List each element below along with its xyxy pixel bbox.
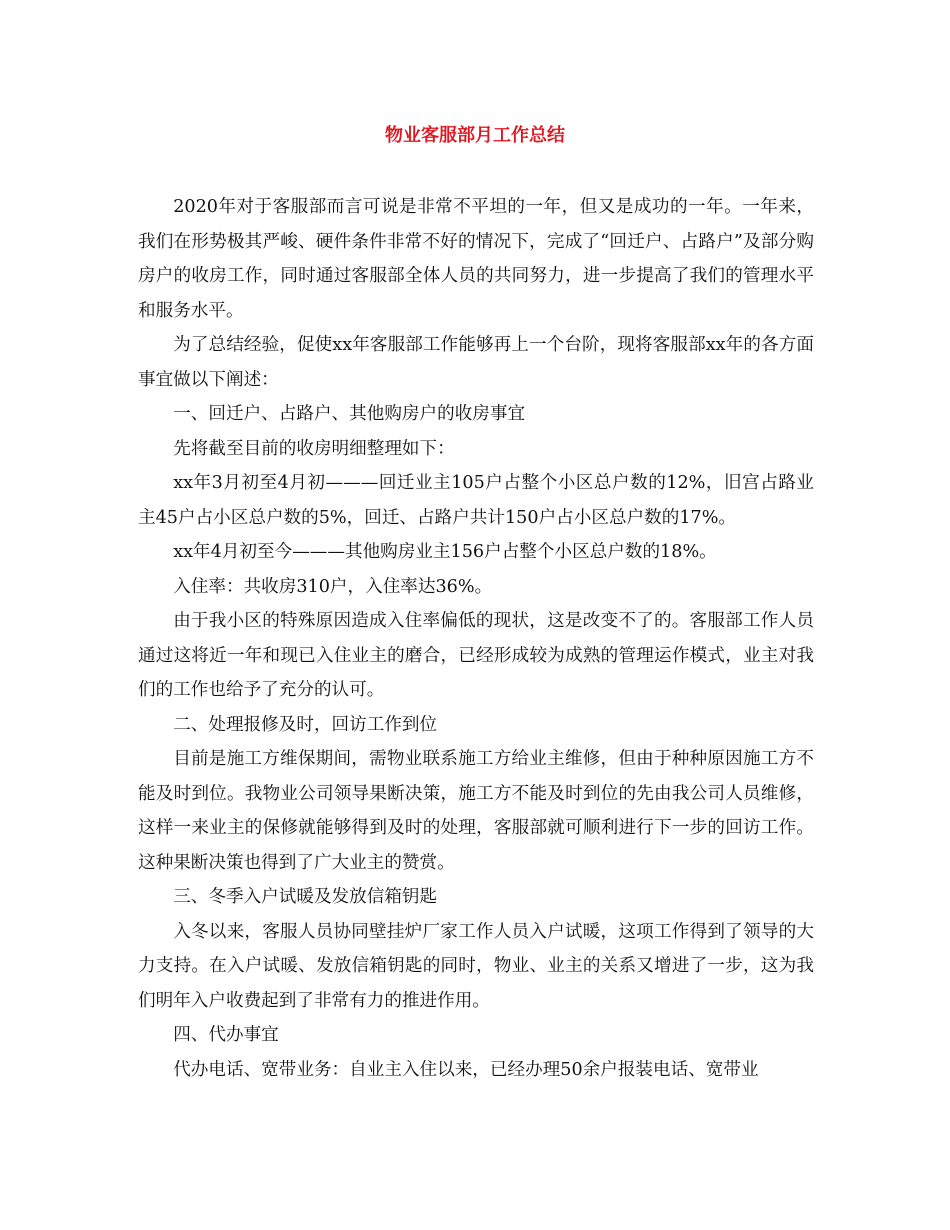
paragraph: 代办电话、宽带业务：自业主入住以来，已经办理50余户报装电话、宽带业 [173,1059,759,1080]
paragraph: 入住率：共收房310户，入住率达36%。 [173,576,493,597]
paragraph: xx年4月初至今———其他购房业主156户占整个小区总户数的18%。 [173,542,717,562]
paragraph: 先将截至目前的收房明细整理如下： [173,438,455,459]
paragraph: 由于我小区的特殊原因造成入住率偏低的现状，这是改变不了的。客服部工作人员通过这将近一年和现已入住业主的磨合，已经形成较为成熟的管理运作模式，业主对我们的工作也给予了充分的认可。 [138,611,814,700]
paragraph: xx年3月初至4月初———回迁业主105户占整个小区总户数的12%，旧宫占路业主45户占小区总户数的5%，回迁、占路户共计150户占小区总户数的17%。 [138,473,814,528]
section-heading: 一、回迁户、占路户、其他购房户的收房事宜 [173,404,526,424]
document-title: 物业客服部月工作总结 [385,125,565,146]
document-body [138,190,814,1087]
section-heading: 二、处理报修及时，回访工作到位 [173,714,438,735]
paragraph: 目前是施工方维保期间，需物业联系施工方给业主维修，但由于种种原因施工方不能及时到位。我物业公司领导果断决策，施工方不能及时到位的先由我公司人员维修，这样一来业主的保修就能够得到及时的处理，客服部就可顺利进行下一步的回访工作。这种果断决策也得到了广大业主的赞赏。 [138,749,814,873]
paragraph: 为了总结经验，促使xx年客服部工作能够再上一个台阶，现将客服部xx年的各方面事宜做以下阐述： [138,335,814,390]
paragraph: 2020年对于客服部而言可说是非常不平坦的一年，但又是成功的一年。一年来，我们在形势极其严峻、硬件条件非常不好的情况下，完成了“回迁户、占路户”及部分购房户的收房工作，同时通过客服部全体人员的共同努力，进一步提高了我们的管理水平和服务水平。 [138,197,814,321]
paragraph: 入冬以来，客服人员协同壁挂炉厂家工作人员入户试暖，这项工作得到了领导的大力支持。在入户试暖、发放信箱钥匙的同时，物业、业主的关系又增进了一步，这为我们明年入户收费起到了非常有力的推进作用。 [138,921,814,1011]
section-heading: 四、代办事宜 [173,1025,279,1045]
section-heading: 三、冬季入户试暖及发放信箱钥匙 [173,887,438,907]
